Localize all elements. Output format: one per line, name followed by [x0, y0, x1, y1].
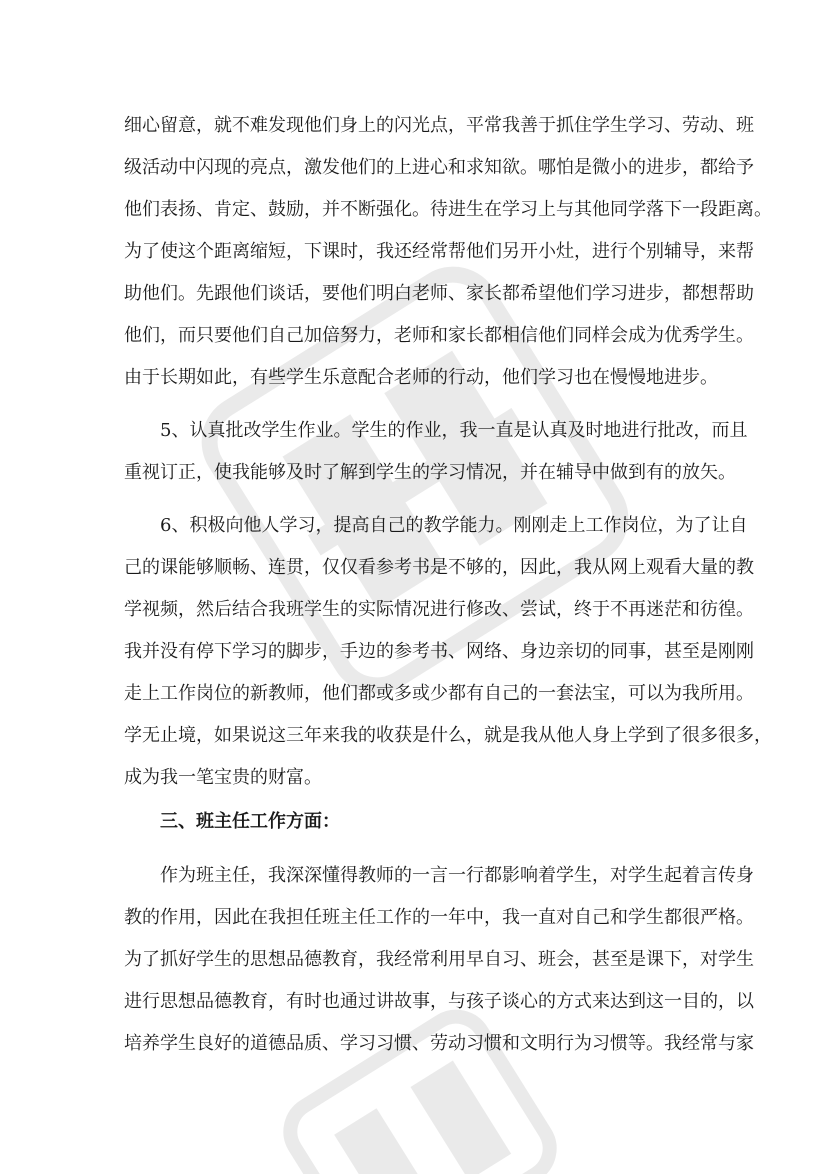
text-line: 他们，而只要他们自己加倍努力，老师和家长都相信他们同样会成为优秀学生。	[124, 325, 754, 346]
text-line: 己的课能够顺畅、连贯，仅仅看参考书是不够的，因此，我从网上观看大量的教	[124, 557, 754, 578]
watermark-bottom-icon	[265, 992, 575, 1174]
text-line: 走上工作岗位的新教师，他们都或多或少都有自己的一套法宝，可以为我所用。	[124, 683, 754, 704]
text-line: 为了抓好学生的思想品德教育，我经常利用早自习、班会，甚至是课下，对学生	[124, 949, 754, 970]
text-line: 由于长期如此，有些学生乐意配合老师的行动，他们学习也在慢慢地进步。	[124, 367, 718, 388]
text-line: 学视频，然后结合我班学生的实际情况进行修改、尝试，终于不再迷茫和彷徨。	[124, 599, 754, 620]
text-line: 级活动中闪现的亮点，激发他们的上进心和求知欲。哪怕是微小的进步，都给予	[124, 157, 754, 178]
text-line: 为了使这个距离缩短，下课时，我还经常帮他们另开小灶，进行个别辅导，来帮	[124, 241, 754, 262]
text-line: 重视订正，使我能够及时了解到学生的学习情况，并在辅导中做到有的放矢。	[124, 462, 736, 483]
text-line: 5、认真批改学生作业。学生的作业，我一直是认真及时地进行批改，而且	[160, 420, 748, 441]
text-line: 助他们。先跟他们谈话，要他们明白老师、家长都希望他们学习进步，都想帮助	[124, 283, 754, 304]
text-line: 成为我一笔宝贵的财富。	[124, 767, 322, 788]
section-heading: 三、班主任工作方面：	[160, 811, 340, 832]
text-line: 教的作用，因此在我担任班主任工作的一年中，我一直对自己和学生都很严格。	[124, 907, 754, 928]
text-line: 作为班主任，我深深懂得教师的一言一行都影响着学生，对学生起着言传身	[160, 865, 754, 886]
text-line: 细心留意，就不难发现他们身上的闪光点，平常我善于抓住学生学习、劳动、班	[124, 115, 754, 136]
text-line: 进行思想品德教育，有时也通过讲故事，与孩子谈心的方式来达到这一目的，以	[124, 991, 754, 1012]
text-line: 学无止境，如果说这三年来我的收获是什么，就是我从他人身上学到了很多很多，	[124, 725, 772, 746]
text-line: 6、积极向他人学习，提高自己的教学能力。刚刚走上工作岗位，为了让自	[160, 515, 748, 536]
text-line: 培养学生良好的道德品质、学习习惯、劳动习惯和文明行为习惯等。我经常与家	[124, 1033, 754, 1054]
text-line: 他们表扬、肯定、鼓励，并不断强化。待进生在学习上与其他同学落下一段距离。	[124, 199, 772, 220]
text-line: 我并没有停下学习的脚步，手边的参考书、网络、身边亲切的同事，甚至是刚刚	[124, 641, 754, 662]
